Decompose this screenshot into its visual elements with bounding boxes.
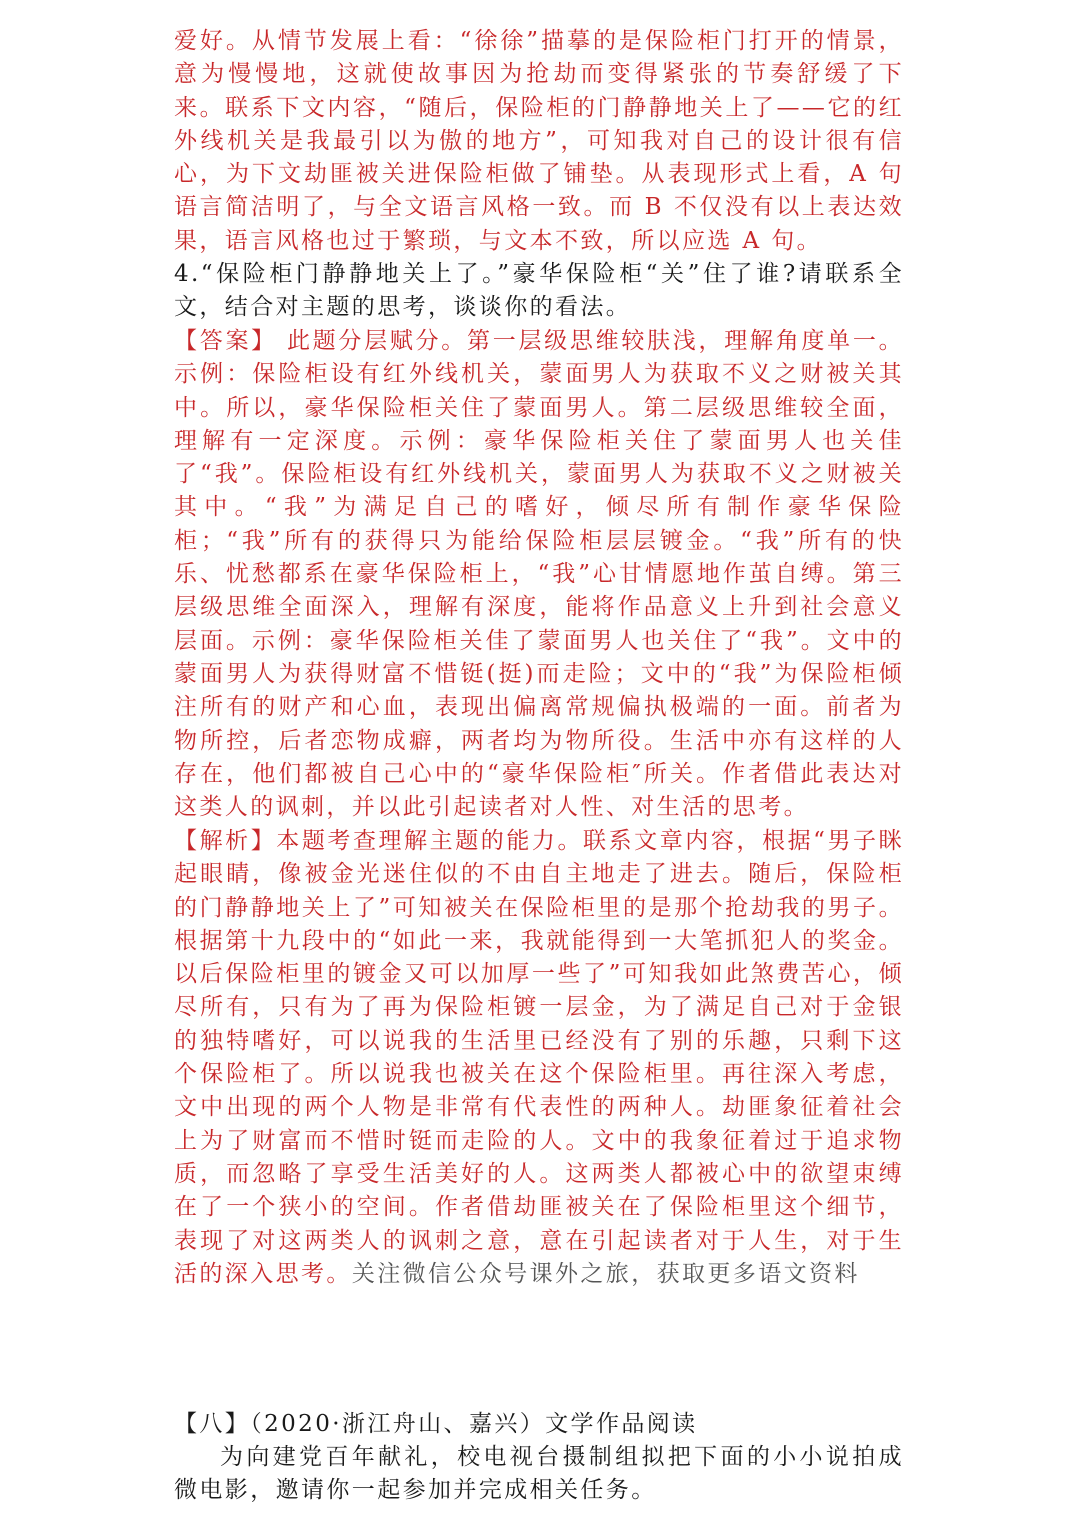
- question-4: 4.“保险柜门静静地关上了。”豪华保险柜“关”住了谁?请联系全文，结合对主题的思考，谈谈你的看法。: [174, 261, 904, 321]
- answer-block: [174, 325, 904, 824]
- prev-analysis-tail: 爱好。从情节发展上看：“徐徐”描摹的是保险柜门打开的情景，意为慢慢地，这就使故事因为抢劫而变得紧张的节奏舒缓了下来。联系下文内容，“随后，保险柜的门静静地关上了——它的红外线机关是我最引以为傲的地方”，可知我对自己的设计很有信心，为下文劫匪被关进保险柜做了铺垫。从表现形式上看，A 句语言简洁明了，与全文语言风格一致。而 B 不仅没有以上表达效果，语言风格也过于繁琐，与文本不致，所以应选 A 句。: [174, 28, 904, 254]
- answer-text: 此题分层赋分。第一层级思维较肤浅，理解角度单一。示例：保险柜设有红外线机关，蒙面男人为获取不义之财被关其中。所以，豪华保险柜关住了蒙面男人。第二层级思维较全面，理解有一定深度。示例：豪华保险柜关住了蒙面男人也关佳了“我”。保险柜设有红外线机关，蒙面男人为获取不义之财被关其中。“我”为满足自己的嗜好，倾尽所有制作豪华保险柜；“我”所有的获得只为能给保险柜层层镀金。“我”所有的快乐、忧愁都系在豪华保险柜上，“我”心甘情愿地作茧自缚。第三层级思维全面深入，理解有深度，能将作品意义上升到社会意义层面。示例：豪华保险柜关佳了蒙面男人也关住了“我”。文中的蒙面男人为获得财富不惜铤(挺)而走险；文中的“我”为保险柜倾注所有的财产和心血，表现出偏离常规偏执极端的一面。前者为物所控，后者恋物成癖，两者均为物所役。生活中亦有这样的人存在，他们都被自己心中的“豪华保险柜″所关。作者借此表达对这类人的讽刺，并以此引起读者对人性、对生活的思考。: [174, 328, 904, 821]
- analysis-block: [174, 825, 904, 1291]
- answer-tag: 【答案】: [174, 328, 277, 354]
- section-8-intro: 为向建党百年献礼，校电视台摄制组拟把下面的小小说拍成微电影，邀请你一起参加并完成相关任务。: [174, 1444, 904, 1504]
- promo-text: 关注微信公众号课外之旅，获取更多语文资料: [351, 1260, 860, 1287]
- analysis-text: 本题考查理解主题的能力。联系文章内容，根据“男子眯起眼睛，像被金光迷住似的不由自主地走了进去。随后，保险柜的门静静地关上了”可知被关在保险柜里的是那个抢劫我的男子。根据第十九段中的“如此一来，我就能得到一大笔抓犯人的奖金。以后保险柜里的镀金又可以加厚一些了”可知我如此煞费苦心，倾尽所有，只有为了再为保险柜镀一层金，为了满足自己对于金银的独特嗜好，可以说我的生活里已经没有了别的乐趣，只剩下这个保险柜了。所以说我也被关在这个保险柜里。再往深入考虑，文中出现的两个人物是非常有代表性的两种人。劫匪象征着社会上为了财富而不惜时铤而走险的人。文中的我象征着过于追求物质，而忽略了享受生活美好的人。这两类人都被心中的欲望束缚在了一个狭小的空间。作者借劫匪被关在了保险柜里这个细节，表现了对这两类人的讽刺之意，意在引起读者对于人生，对于生活的深入思考。: [174, 828, 904, 1287]
- analysis-tag: 【解析】: [174, 828, 277, 854]
- section-8-heading: 【八】（2020·浙江舟山、嘉兴）文学作品阅读: [174, 1411, 698, 1437]
